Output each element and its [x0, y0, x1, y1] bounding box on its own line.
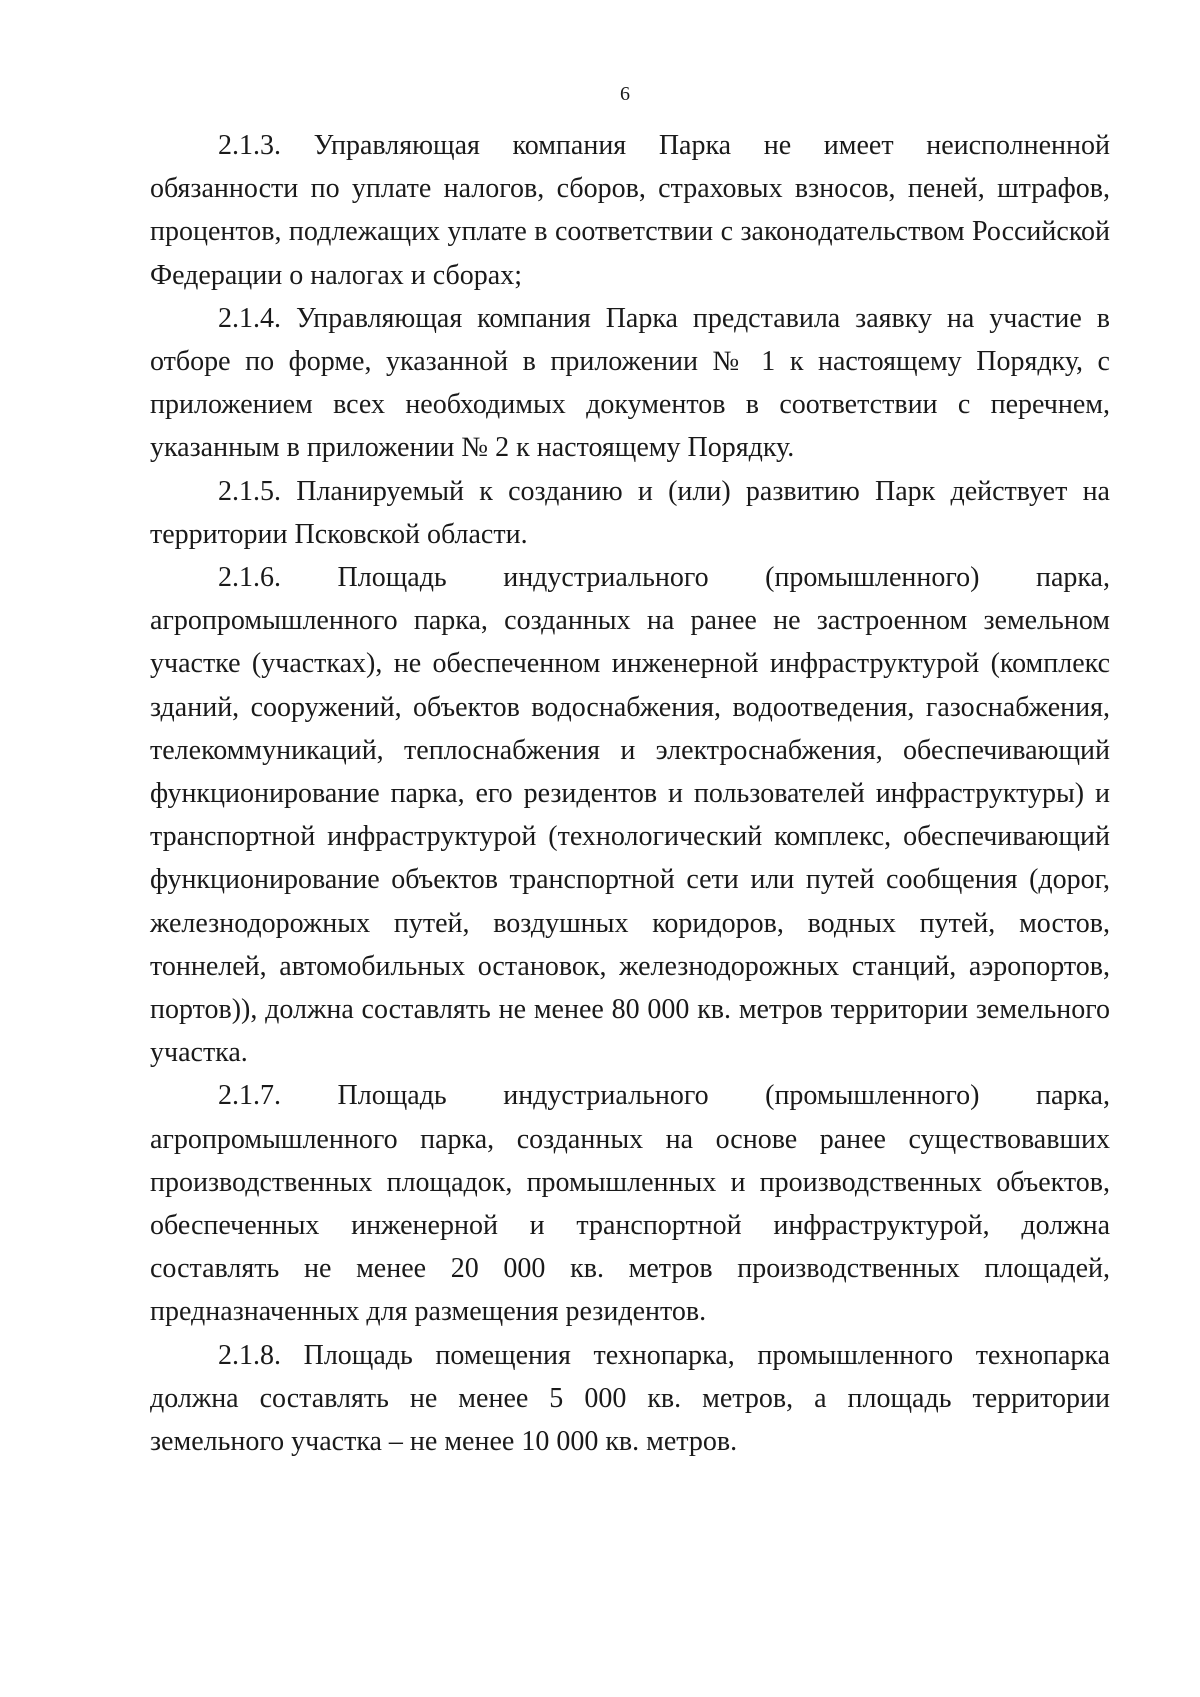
paragraph-2-1-8: 2.1.8. Площадь помещения технопарка, промышленного технопарка должна составлять не менее 5 000 кв. метров, а площадь территории земельного участка – не менее 10 000 кв. метров.: [150, 1339, 1110, 1458]
paragraph-2-1-3: 2.1.3. Управляющая компания Парка не имеет неисполненной обязанности по уплате налогов, сборов, страховых взносов, пеней, штрафов, процентов, подлежащих уплате в соответствии с законодательством Российской Федерации о налогах и сборах;: [150, 130, 1110, 291]
paragraph-2-1-4: 2.1.4. Управляющая компания Парка представила заявку на участие в отборе по форме, указанной в приложении № 1 к настоящему Порядку, с приложением всех необходимых документов в соответствии с перечнем, указанным в приложении № 2 к настоящему Порядку.: [150, 302, 1110, 464]
paragraph-2-1-6: 2.1.6. Площадь индустриального (промышленного) парка, агропромышленного парка, созданных на ранее не застроенном земельном участке (участках), не обеспеченном инженерной инфраструктурой (комплекс зданий, сооружений, объектов водоснабжения, водоотведения, газоснабжения, телекоммуникаций, теплоснабжения и электроснабжения, обеспечивающий функционирование парка, его резидентов и пользователей инфраструктуры) и транспортной инфраструктурой (технологический комплекс, обеспечивающий функционирование объектов транспортной сети или путей сообщения (дорог, железнодорожных путей, воздушных коридоров, водных путей, мостов, тоннелей, автомобильных остановок, железнодорожных станций, аэропортов, портов)), должна составлять не менее 80 000 кв. метров территории земельного участка.: [150, 562, 1110, 1069]
page-number: 6: [620, 83, 630, 105]
paragraph-2-1-7: 2.1.7. Площадь индустриального (промышленного) парка, агропромышленного парка, созданных на основе ранее существовавших производственных площадок, промышленных и производственных объектов, обеспеченных инженерной и транспортной инфраструктурой, должна составлять не менее 20 000 кв. метров производственных площадей, предназначенных для размещения резидентов.: [150, 1080, 1110, 1328]
document-body: [150, 124, 1110, 1463]
paragraph-2-1-5: 2.1.5. Планируемый к созданию и (или) развитию Парк действует на территории Псковской области.: [150, 475, 1110, 550]
